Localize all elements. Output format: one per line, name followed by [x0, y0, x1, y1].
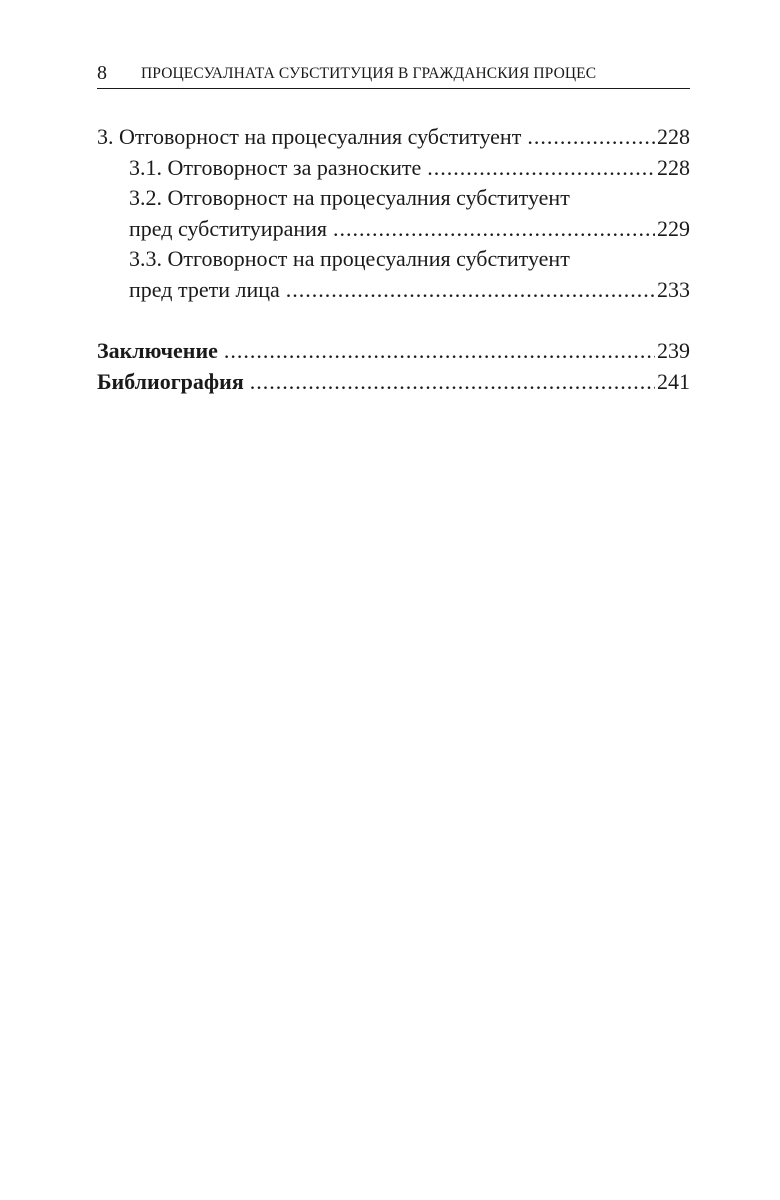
toc-entry-conclusion — [97, 336, 690, 367]
toc-entry-label: пред трети лица — [129, 276, 280, 302]
running-title: ПРОЦЕСУАЛНАТА СУБСТИТУЦИЯ В ГРАЖДАНСКИЯ ПРОЦЕС — [141, 65, 597, 82]
toc-entry-page: 229 — [657, 215, 690, 241]
table-of-contents — [97, 122, 690, 397]
toc-entry-page: 228 — [657, 124, 690, 149]
toc-entry-3-3-line1 — [97, 244, 690, 275]
toc-entry-label: 3.1. Отговорност за разноските — [129, 154, 422, 180]
toc-entry-label: 3.3. Отговорност на процесуалния субституент — [129, 246, 570, 271]
toc-entry-label: пред субституирания — [129, 215, 327, 241]
dot-leader — [427, 153, 655, 184]
dot-leader — [333, 214, 655, 245]
toc-entry-label: 3. Отговорност на процесуалния субституент — [97, 124, 522, 149]
toc-entry-label: Библиография — [97, 368, 244, 394]
toc-entry-page: 233 — [657, 276, 690, 302]
toc-entry-page: 241 — [657, 368, 690, 394]
toc-entry-3-3-line2 — [97, 275, 690, 306]
toc-entry-label: 3.2. Отговорност на процесуалния субституент — [129, 185, 570, 210]
toc-entry-3-2-line2 — [97, 214, 690, 245]
dot-leader — [250, 367, 655, 398]
toc-entry-page: 239 — [657, 338, 690, 363]
section-gap — [97, 305, 690, 336]
page-number: 8 — [97, 62, 107, 84]
dot-leader — [527, 122, 655, 153]
page-header — [97, 58, 690, 89]
toc-entry-3 — [97, 122, 690, 153]
toc-entry-bibliography — [97, 367, 690, 398]
toc-entry-label: Заключение — [97, 338, 218, 363]
toc-entry-3-2-line1 — [97, 183, 690, 214]
dot-leader — [286, 275, 655, 306]
dot-leader — [224, 336, 655, 367]
toc-entry-page: 228 — [657, 154, 690, 180]
toc-entry-3-1 — [97, 153, 690, 184]
